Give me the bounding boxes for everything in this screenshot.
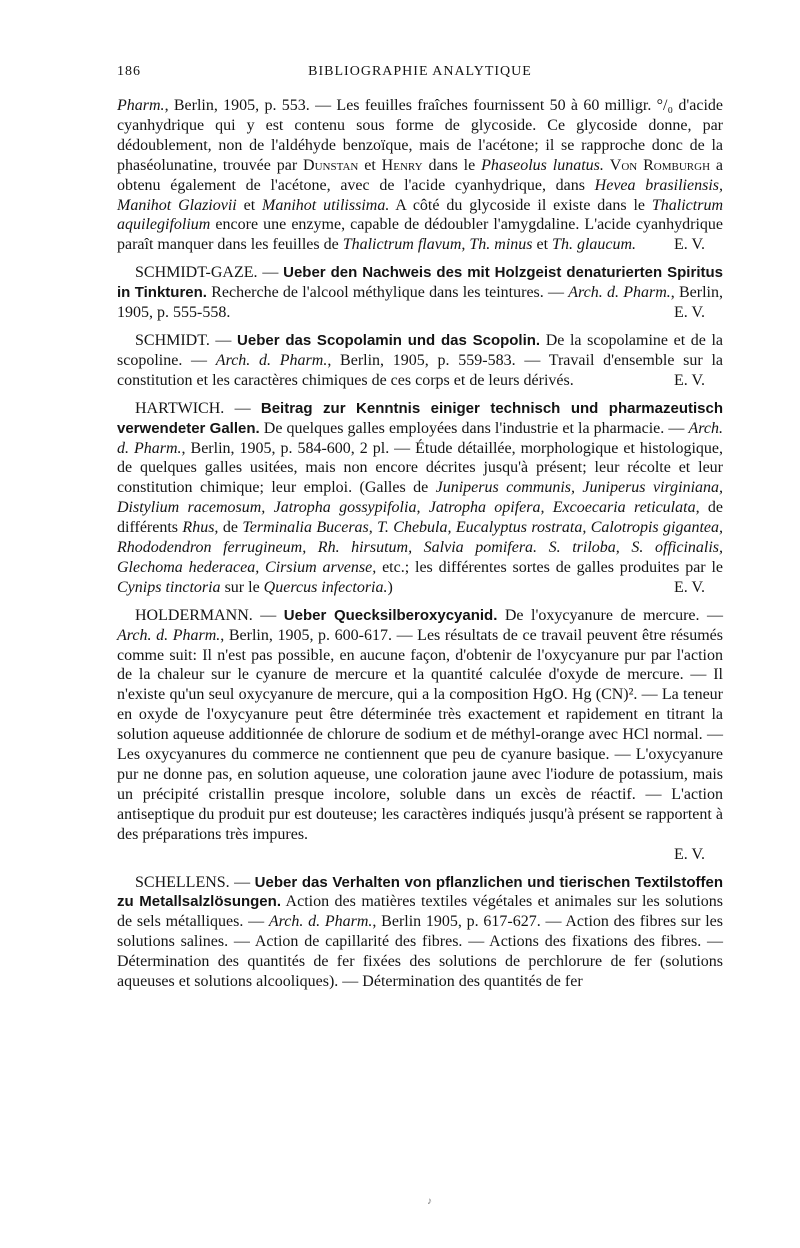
entry-text: , Berlin, 1905, p. 553. — Les feuilles fraîches fournissent 50 à 60 milligr. °/₀ d'acide cyanhydrique qui y est contenu sous forme de glycoside. Ce glycoside donne, par dédoublement, non de l'aldéhyde benzoïque, mais de l'acétone; il se rapproche donc de la phaséolunatine, trouvée par <box>117 97 723 174</box>
entry-text: et <box>532 236 553 254</box>
italic-text: Quercus infectoria. <box>263 578 388 596</box>
entry-text: , Berlin, 1905, p. 600-617. — Les résultats de ce travail peuvent être résumés comme suit: Il n'est pas possible, en aucune façon, d'obtenir de l'oxycyanure pur par l'action de la chaleur sur le cyanure de mercure et la quantité calculée d'oxyde de mercure. — Il n'existe qu'un seul oxycyanure de mercure, qui a la composition HgO. Hg (CN)². — La teneur en oxyde de l'oxycyanure peut être déterminée très exactement et rapidement en titrant la solution aqueuse additionnée de chlorure de sodium et de méthyl-orange avec HCl normal. — Les oxycyanures du commerce ne contiennent que peu de cyanure basique. — L'oxycyanure pur ne donne pas, en solution aqueuse, une coloration jaune avec l'iodure de potassium, mais un précipité cristallin presque incolore, soluble dans un excès de réactif. — L'action antiseptique du produit pur est douteuse; les caractères indiqués jusqu'à présent se rapportent à des préparations très impures. <box>117 626 724 843</box>
bibliography-entry <box>117 331 723 391</box>
italic-text: Arch. d. Pharm. <box>268 913 373 931</box>
italic-text: Manihot utilissima. <box>262 196 390 214</box>
entry-text: De la scopolamine et de la scopoline. — <box>117 331 723 369</box>
italic-text: Arch. d. Pharm. <box>215 351 328 369</box>
stray-mark: ♪ <box>427 1196 432 1207</box>
entry-text: a obtenu également de l'acétone, avec de l'acide cyanhydrique, dans <box>117 156 724 194</box>
author-signature: E. V. <box>674 236 705 254</box>
author-signature: E. V. <box>674 371 705 389</box>
italic-text: Cynips tinctoria <box>117 578 221 596</box>
entry-text: et <box>358 156 382 174</box>
entry-text: Dunstan <box>303 156 359 174</box>
entry-text: De l'oxycyanure de mercure. — <box>497 606 723 624</box>
italic-text: Arch. d. Pharm. <box>117 626 221 644</box>
entry-text: , Berlin 1905, p. 617-627. — Action des fibres sur les solutions salines. — Action de capillarité des fibres. — Actions des fixations des fibres. — Détermination des quantités de fer fixées des solutions de perchlorure de fer (solutions aqueuses et solutions alcooliques). — Détermination des quantités de fer <box>117 913 723 991</box>
entry-text: Action des matières textiles végétales et animales sur les solutions de sels métalliques. — <box>117 893 723 931</box>
entry-title: Ueber das Scopolamin und das Scopolin. <box>237 331 541 349</box>
author-signature: E. V. <box>674 845 705 863</box>
italic-text: Arch. d. Pharm. <box>568 284 671 302</box>
entry-text: encore une enzyme, capable de dédoubler l'amygdaline. L'acide cyanhydrique paraît manquer dans les feuilles de <box>117 216 723 254</box>
entry-text: SCHMIDT. — <box>135 331 238 349</box>
entry-text: etc.; les différentes sortes de galles produites par le <box>376 558 724 576</box>
entry-text: dans le <box>422 156 482 174</box>
author-signature: E. V. <box>674 578 705 596</box>
italic-text: Terminalia Buceras, T. Chebula, Eucalyptus rostrata, Calotropis gigantea, Rhododendron ferrugineum, Rh. hirsutum, Salvia pomifera. S. triloba, S. officinalis, Glechoma hederacea, Cirsium arvense, <box>117 519 724 576</box>
running-title: BIBLIOGRAPHIE ANALYTIQUE <box>308 64 532 79</box>
page-number: 186 <box>117 64 141 79</box>
entry-text: , Berlin, 1905, p. 584-600, 2 pl. — Étude détaillée, morphologique et histologique, de quelques galles usitées, mais non encore décrites jusqu'à présent; leur récolte et leur constitution chimique; leur emploi. (Galles de <box>117 439 723 497</box>
entry-text: Henry <box>381 156 423 174</box>
text-body <box>117 96 723 992</box>
entry-title: Ueber Quecksilberoxycyanid. <box>283 606 498 624</box>
entry-text: , Berlin, 1905, p. 559-583. — Travail d'ensemble sur la constitution et les caractères chimiques de ces corps et de leurs dérivés. <box>117 351 723 389</box>
entry-text: Recherche de l'alcool méthylique dans les teintures. — <box>206 284 569 302</box>
italic-text: Juniperus communis, Juniperus virginiana, Distylium racemosum, Jatropha gossypifolia, Jatropha opifera, Excoecaria reticulata, <box>117 479 724 517</box>
entry-text: de <box>218 519 243 537</box>
author-signature: E. V. <box>674 304 705 322</box>
italic-text: Rhus, <box>182 519 219 537</box>
italic-text: Th. glaucum. <box>552 236 637 254</box>
italic-text: Arch. d. Pharm. <box>117 419 724 457</box>
entry-text: Von Romburgh <box>609 156 711 174</box>
page-header <box>117 64 723 88</box>
entry-text: SCHELLENS. — <box>135 873 255 891</box>
bibliography-entry <box>117 606 723 845</box>
bibliography-entry <box>117 873 723 992</box>
entry-text: HARTWICH. — <box>135 399 261 417</box>
italic-text: Pharm. <box>117 97 165 114</box>
entry-text: , Berlin, 1905, p. 555-558. <box>117 284 724 322</box>
italic-text: Thalictrum aquilegifolium <box>117 196 724 234</box>
entry-text: HOLDERMANN. — <box>135 606 284 624</box>
entry-title: Ueber den Nachweis des mit Holzgeist denaturierten Spiritus in Tinkturen. <box>117 264 723 302</box>
bibliography-entry <box>117 399 723 598</box>
entry-text: ) <box>387 578 393 596</box>
italic-text: Phaseolus lunatus. <box>481 156 604 174</box>
bibliography-entry <box>117 96 723 255</box>
italic-text: Thalictrum flavum, Th. minus <box>342 236 533 254</box>
entry-text: SCHMIDT-GAZE. — <box>135 264 284 282</box>
entry-title: Ueber das Verhalten von pflanzlichen und tierischen Textilstoffen zu Metallsalzlösungen. <box>117 873 723 911</box>
entry-text: De quelques galles employées dans l'industrie et la pharmacie. — <box>259 419 689 437</box>
entry-text: de différents <box>117 499 723 537</box>
bibliography-entry <box>117 263 723 323</box>
entry-text: sur le <box>220 578 264 596</box>
entry-title: Beitrag zur Kenntnis einiger technisch und pharmazeutisch verwendeter Gallen. <box>117 399 723 437</box>
entry-text: et <box>236 196 263 214</box>
entry-text: A côté du glycoside il existe dans le <box>389 196 652 214</box>
italic-text: Hevea brasiliensis, Manihot Glaziovii <box>117 176 723 214</box>
